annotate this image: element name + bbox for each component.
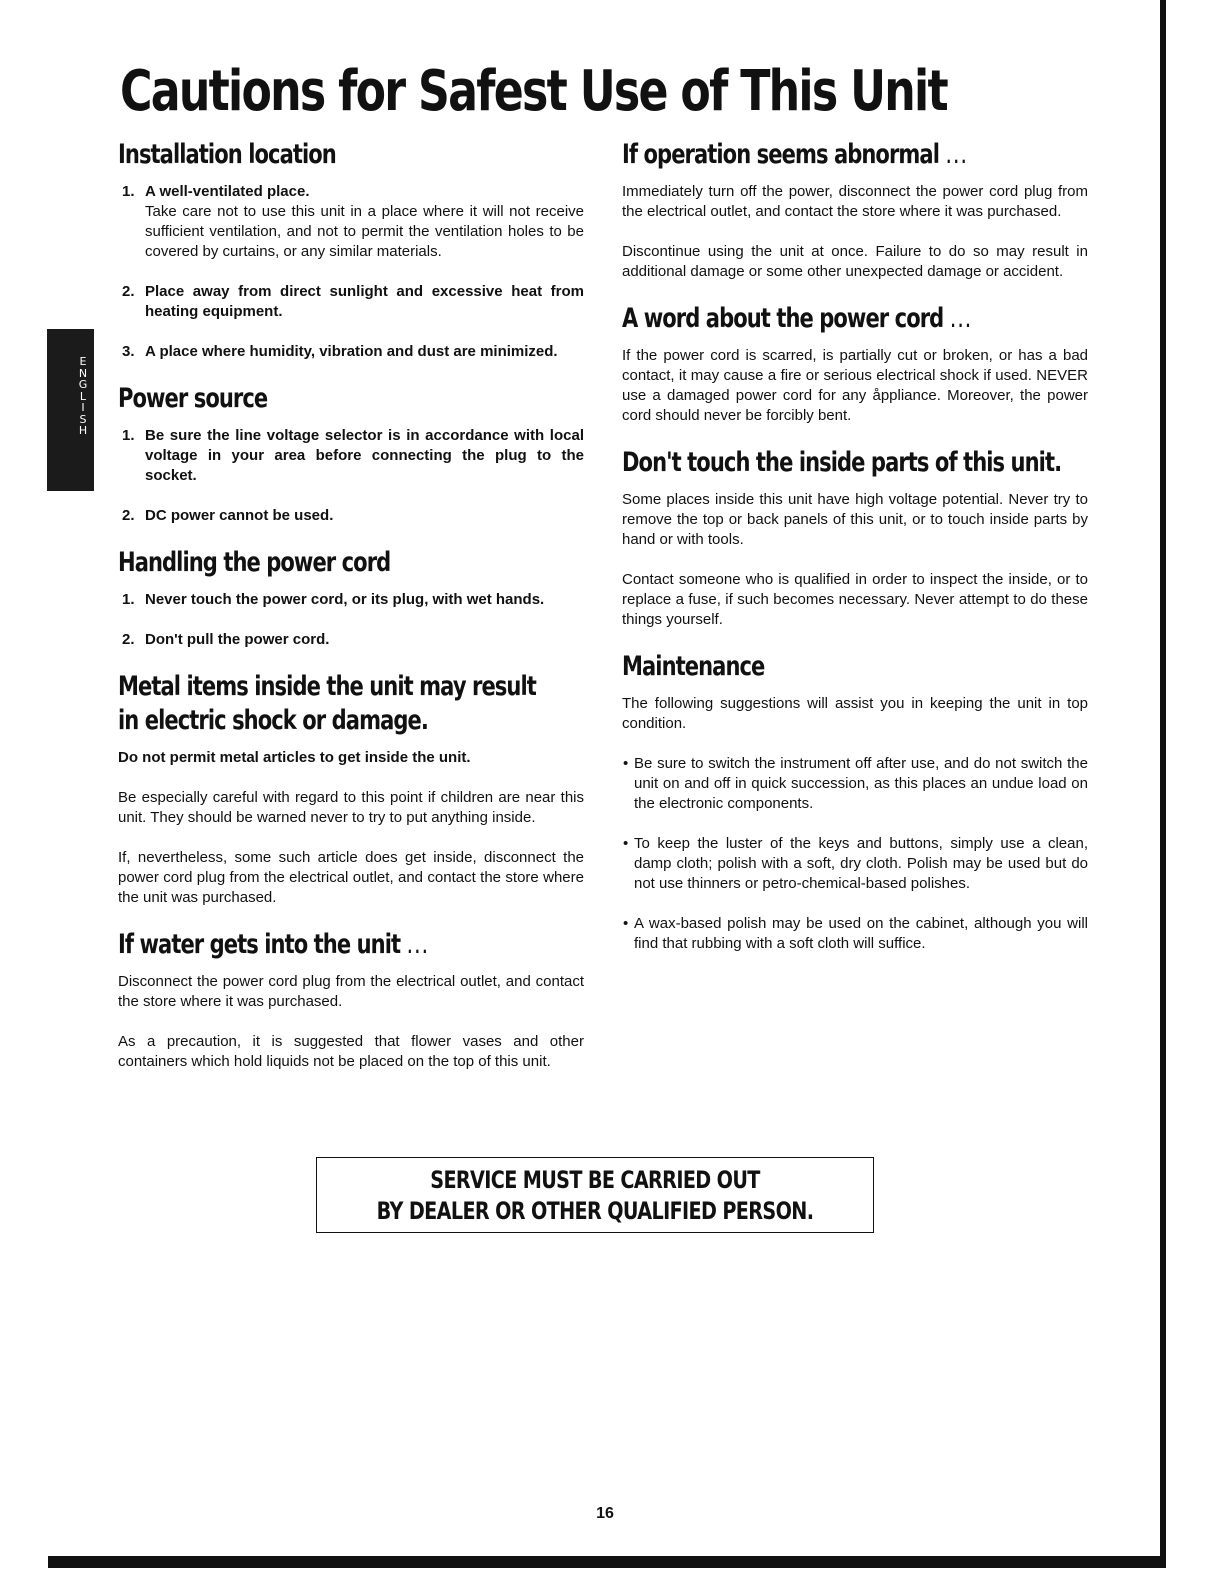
abnormal-paragraph-1: Immediately turn off the power, disconnect the power cord plug from the electrical outlet, and contact the store where it was purchased. xyxy=(622,183,1088,220)
language-letter: I xyxy=(81,401,85,414)
item-number: 1. xyxy=(122,591,135,608)
item-number: 2. xyxy=(122,507,135,524)
language-tab-letters xyxy=(77,356,89,437)
heading-dots: ... xyxy=(945,139,968,170)
inside-paragraph-2: Contact someone who is qualified in order to inspect the inside, or to replace a fuse, if such becomes necessary. Never attempt to do these things yourself. xyxy=(622,571,1088,628)
heading-inside-parts: Don't touch the inside parts of this unit. xyxy=(622,447,1062,478)
list-item xyxy=(622,834,1088,894)
heading-metal-items xyxy=(118,670,586,738)
language-letter: S xyxy=(79,412,87,426)
service-line-2: BY DEALER OR OTHER QUALIFIED PERSON. xyxy=(376,1197,814,1225)
bullet-text: Be sure to switch the instrument off after use, and do not switch the unit on and off in quick succession, as this places an undue load on the electronic components. xyxy=(634,755,1088,812)
bullet-icon: • xyxy=(623,755,629,772)
heading-water xyxy=(118,928,481,962)
service-line-1: SERVICE MUST BE CARRIED OUT xyxy=(430,1166,760,1194)
water-paragraph-2: As a precaution, it is suggested that flower vases and other containers which hold liquids not be placed on the top of this unit. xyxy=(118,1033,584,1070)
handling-list xyxy=(118,590,584,650)
item-title: Never touch the power cord, or its plug, with wet hands. xyxy=(145,591,545,608)
heading-installation: Installation location xyxy=(118,139,336,170)
bullet-text: To keep the luster of the keys and buttons, simply use a clean, damp cloth; polish with a soft, dry cloth. Polish may be used but do not use thinners or petro-chemical-based polishes. xyxy=(634,835,1088,892)
language-letter: N xyxy=(78,366,88,380)
metal-warning: Do not permit metal articles to get inside the unit. xyxy=(118,749,471,766)
item-number: 1. xyxy=(122,427,135,444)
heading-maintenance: Maintenance xyxy=(622,651,765,682)
list-item xyxy=(622,914,1088,954)
water-paragraph-1: Disconnect the power cord plug from the electrical outlet, and contact the store where it was purchased. xyxy=(118,973,584,1010)
language-letter: G xyxy=(78,378,88,391)
item-title: Don't pull the power cord. xyxy=(145,631,330,648)
right-column xyxy=(622,138,1088,954)
metal-paragraph-2: If, nevertheless, some such article does get inside, disconnect the power cord plug from the electrical outlet, and contact the store where the unit was purchased. xyxy=(118,849,584,906)
item-title: A place where humidity, vibration and dust are minimized. xyxy=(145,343,558,360)
language-letter: E xyxy=(79,355,87,368)
item-number: 1. xyxy=(122,183,135,200)
heading-dots: ... xyxy=(949,303,973,334)
list-item xyxy=(118,590,584,610)
service-notice-box xyxy=(316,1157,874,1233)
page-number: 16 xyxy=(596,1505,614,1522)
page-title: Cautions for Safest Use of This Unit xyxy=(120,59,947,124)
heading-metal-line2: in electric shock or damage. xyxy=(118,705,428,736)
heading-power-cord xyxy=(622,302,985,336)
list-item xyxy=(118,506,584,526)
heading-water-text: If water gets into the unit xyxy=(118,929,401,960)
installation-list xyxy=(118,182,584,362)
power-cord-paragraph: If the power cord is scarred, is partially cut or broken, or has a bad contact, it may cause a fire or serious electrical shock if used. NEVER use a damaged power cord for any åppliance. Moreover, the power cord should never be forcibly bent. xyxy=(622,347,1088,424)
page-bottom-bar xyxy=(48,1556,1166,1568)
bullet-icon: • xyxy=(623,835,629,852)
heading-dots: ... xyxy=(406,929,429,960)
power-source-list xyxy=(118,426,584,526)
bullet-icon: • xyxy=(623,915,629,932)
list-item xyxy=(118,630,584,650)
language-tab xyxy=(47,329,94,491)
left-column xyxy=(118,138,584,1072)
heading-abnormal xyxy=(622,138,985,172)
language-letter: L xyxy=(79,389,87,403)
language-letter: H xyxy=(78,424,88,437)
inside-paragraph-1: Some places inside this unit have high voltage potential. Never try to remove the top or back panels of this unit, or to touch inside parts by hand or with tools. xyxy=(622,491,1088,548)
maintenance-list xyxy=(622,754,1088,954)
list-item xyxy=(118,342,584,362)
heading-handling-power-cord: Handling the power cord xyxy=(118,547,391,578)
bullet-text: A wax-based polish may be used on the cabinet, although you will find that rubbing with a soft cloth will suffice. xyxy=(634,915,1088,952)
list-item xyxy=(622,754,1088,814)
item-number: 2. xyxy=(122,283,135,300)
list-item xyxy=(118,426,584,486)
heading-power-source: Power source xyxy=(118,383,268,414)
item-body: Take care not to use this unit in a place where it will not receive sufficient ventilation, and not to permit the ventilation holes to be covered by curtains, or any similar materials. xyxy=(145,203,584,260)
heading-abnormal-text: If operation seems abnormal xyxy=(622,139,939,170)
item-title: Place away from direct sunlight and excessive heat from heating equipment. xyxy=(145,283,584,320)
list-item xyxy=(118,282,584,322)
item-title: Be sure the line voltage selector is in accordance with local voltage in your area before connecting the plug to the socket. xyxy=(145,427,584,484)
abnormal-paragraph-2: Discontinue using the unit at once. Failure to do so may result in additional damage or some other unexpected damage or accident. xyxy=(622,243,1088,280)
list-item xyxy=(118,182,584,262)
metal-paragraph-1: Be especially careful with regard to this point if children are near this unit. They should be warned never to try to put anything inside. xyxy=(118,789,584,826)
item-title: DC power cannot be used. xyxy=(145,507,334,524)
heading-metal-line1: Metal items inside the unit may result xyxy=(118,671,536,702)
heading-power-cord-text: A word about the power cord xyxy=(622,303,944,334)
item-number: 3. xyxy=(122,343,135,360)
page-edge-line xyxy=(1160,0,1166,1560)
item-title: A well-ventilated place. xyxy=(145,183,310,200)
item-number: 2. xyxy=(122,631,135,648)
maintenance-intro: The following suggestions will assist you in keeping the unit in top condition. xyxy=(622,695,1088,732)
